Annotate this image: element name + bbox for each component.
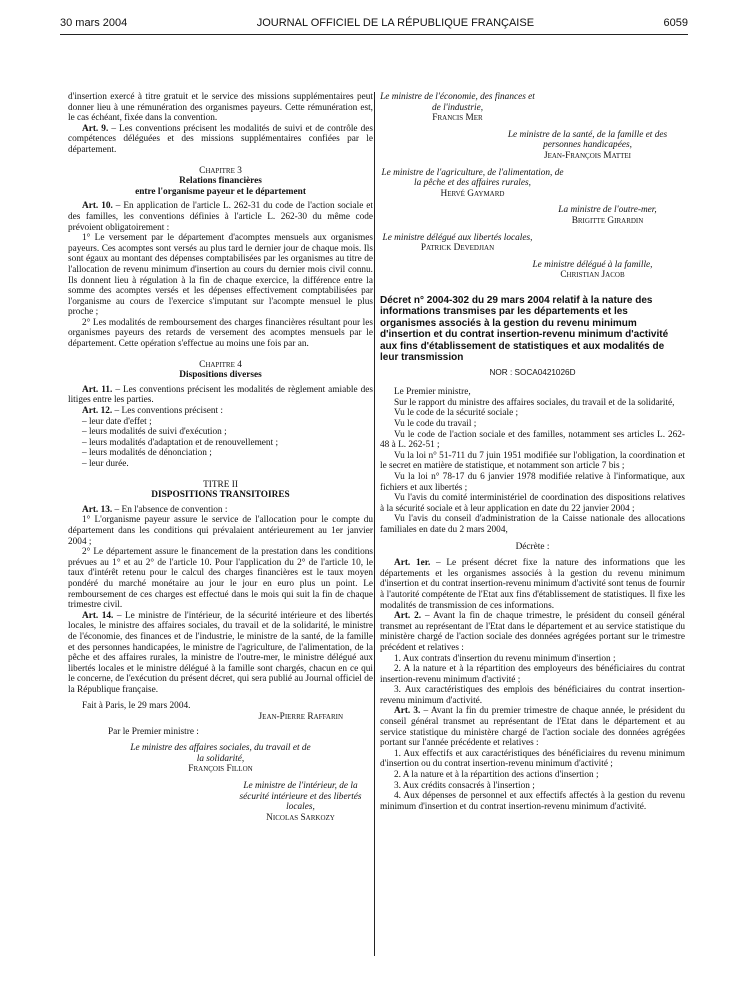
titre-2-title: DISPOSITIONS TRANSITOIRES [151, 490, 290, 501]
article-12: Art. 12. – Les conventions précisent : [82, 406, 223, 417]
signature-fillon: Le ministre des affaires sociales, du travail et de la solidarité, François Fillon [130, 743, 311, 775]
chapter-3-title: Relations financières [179, 176, 262, 187]
visa: Vu la loi n° 51-711 du 7 juin 1951 modifiée sur l'obligation, la coordination et le secret en matière de statistique, et notamment son article 7 bis ; [380, 450, 685, 472]
article-11: Art. 11. – Les conventions précisent les modalités de règlement amiable des litiges entre les parties. [68, 384, 373, 406]
article-2-item-2: 2. A la nature et à la répartition des employeurs des bénéficiaires du contrat insertion-revenu minimum d'activité ; [380, 664, 685, 685]
premier-ministre: Le Premier ministre, [394, 387, 471, 398]
article-13-item-2: 2° Le département assure le financement de la prestation dans les conditions prévues au 1° et au 2° de l'article 10. Pour l'application du 2° de l'article 10, le taux d'intérêt retenu pour le calcul des charges financières est le taux moyen pondéré du marché monétaire au jour le jour en euro plus un point. Le remboursement de ces charges est effectué dans le mois qui suit la fin de chaque trimestre civil. [68, 547, 373, 611]
column-divider [374, 92, 375, 956]
article-9: Art. 9. – Les conventions précisent les modalités de suivi et de contrôle des compétences déléguées et des missions supplémentaires confiées par le département. [68, 123, 373, 155]
visa: Vu l'avis du comité interministériel de coordination des dispositions relatives à la sécurité sociale et à leur application en date du 22 janvier 2004 ; [380, 493, 685, 514]
signature-mer: Le ministre de l'économie, des finances et de l'industrie, Francis Mer [380, 92, 535, 124]
page-header [60, 12, 688, 35]
header-date: 30 mars 2004 [60, 17, 128, 29]
article-3: Art. 3. – Avant la fin du premier trimestre de chaque année, le président du conseil général transmet au représentant de l'Etat dans le département et au service statistique du ministère chargé de l'action sociale des données agrégées portant sur l'année précédente et relatives : [380, 706, 685, 749]
visa: Vu la loi n° 78-17 du 6 janvier 1978 modifiée relative à l'informatique, aux fichiers et aux libertés ; [380, 472, 685, 493]
list-item: – leur durée. [82, 459, 129, 469]
visa: Vu le code de la sécurité sociale ; [394, 408, 519, 419]
list-item: – leurs modalités d'adaptation et de renouvellement ; [82, 437, 279, 448]
signature-gaymard: Le ministre de l'agriculture, de l'alimentation, de la pêche et des affaires rurales, Hervé Gaymard [381, 167, 564, 199]
paragraph: d'insertion exercé à titre gratuit et le service des missions supplémentaires peut donner lieu à une rémunération des organismes payeurs. Cette rémunération est, le cas échéant, fixée dans la convention. [68, 92, 373, 124]
article-3-item-3: 3. Aux crédits consacrés à l'insertion ; [394, 780, 535, 791]
article-1: Art. 1er. – Le présent décret fixe la nature des informations que les départements et les organismes associés à la gestion du revenu minimum d'insertion et du contrat insertion-revenu minimum d'activité sont tenus de fournir à l'autorité compétente de l'Etat aux fins d'établissement de statistiques. Il fixe les modalités de transmission de ces informations. [380, 558, 685, 611]
decrete: Décrète : [515, 541, 550, 552]
article-2: Art. 2. – Avant la fin de chaque trimestre, le président du conseil général transmet au représentant de l'Etat dans le département et au service statistique du ministère chargé de l'action sociale des données agrégées portant sur le trimestre précédent et relatives : [380, 611, 685, 653]
header-journal-title: JOURNAL OFFICIEL DE LA RÉPUBLIQUE FRANÇAISE [256, 17, 535, 29]
prime-minister-name: Jean-Pierre Raffarin [258, 712, 343, 723]
par-premier-ministre: Par le Premier ministre : [108, 726, 199, 737]
decree-title: Décret n° 2004-302 du 29 mars 2004 relatif à la nature des informations transmises par les départements et les organismes associés à la gestion du revenu minimum d'insertion et du contrat insertion-revenu minimum d'activité aux fins d'établissement de statistiques et aux modalités de leur transmission [380, 294, 669, 364]
article-3-item-4: 4. Aux dépenses de personnel et aux effectifs affectés à la gestion du revenu minimum d'insertion et du contrat insertion-revenu minimum d'activité. [380, 791, 685, 812]
article-3-item-1: 1. Aux effectifs et aux caractéristiques des bénéficiaires du revenu minimum d'insertion ou du contrat insertion-revenu minimum d'activité ; [380, 748, 685, 770]
article-10: Art. 10. – En application de l'article L. 262-31 du code de l'action sociale et des familles, les conventions définies à l'article L. 262-30 du même code prévoient obligatoirement : [68, 201, 373, 233]
titre-2-heading: TITRE II [203, 479, 238, 490]
list-item: – leurs modalités de suivi d'exécution ; [82, 427, 227, 438]
chapter-4-title: Dispositions diverses [179, 370, 262, 381]
article-13-item-1: 1° L'organisme payeur assure le service de l'allocation pour le compte du département dans les conditions qui prévalaient antérieurement au 1er janvier 2004 ; [68, 515, 373, 547]
article-2-item-3: 3. Aux caractéristiques des emplois des bénéficiaires du contrat insertion-revenu minimum d'activité. [380, 685, 685, 706]
nor-reference: NOR : SOCA0421026D [489, 367, 576, 377]
article-14: Art. 14. – Le ministre de l'intérieur, de la sécurité intérieure et des libertés locales, le ministre des affaires sociales, du travail et de la solidarité, le ministre de l'économie, des finances et de l'industrie, le ministre de la santé, de la famille et des personnes handicapées, le ministre de l'agriculture, de l'alimentation, de la pêche et des affaires rurales, la ministre de l'outre-mer, le ministre délégué aux libertés locales et le ministre délégué à la famille sont chargés, chacun en ce qui le concerne, de l'exécution du présent décret, qui sera publié au Journal officiel de la République française. [68, 610, 373, 695]
article-10-item-2: 2° Les modalités de remboursement des charges financières résultant pour les organismes payeurs des retards de versement des acomptes mensuels par le département. Cette opération s'effectue au moins une fois par an. [68, 317, 373, 350]
visa: Vu le code du travail ; [394, 419, 477, 430]
signature-girardin: La ministre de l'outre-mer, Brigitte Girardin [558, 205, 657, 226]
left-column [68, 92, 373, 823]
visa: Vu l'avis du conseil d'administration de la Caisse nationale des allocations familiales en date du 2 mars 2004, [380, 514, 685, 535]
chapter-3-heading: Chapitre 3 [199, 165, 242, 176]
article-2-item-1: 1. Aux contrats d'insertion du revenu minimum d'insertion ; [394, 653, 616, 664]
signature-jacob: Le ministre délégué à la famille, Christian Jacob [532, 259, 653, 281]
signature-mattei: Le ministre de la santé, de la famille et des personnes handicapées, Jean-François Mattei [507, 129, 668, 161]
rapport: Sur le rapport du ministre des affaires sociales, du travail et de la solidarité, [394, 397, 675, 408]
chapter-4-heading: Chapitre 4 [199, 359, 242, 370]
article-10-item-1: 1° Le versement par le département d'acomptes mensuels aux organismes payeurs. Ces acomptes sont versés au plus tard le dernier jour de chaque mois. Ils sont égaux au montant des dépenses comptabilisées par les organismes au titre de l'allocation de revenu minimum d'insertion au cours du dernier mois civil connu. Ils donnent lieu à régulation à la fin de chaque exercice, la différence entre la somme des acomptes versés et les dépenses effectivement comptabilisées par l'organisme au cours de l'exercice s'imputant sur l'acompte mensuel le plus proche ; [68, 233, 373, 318]
chapter-3-subtitle: entre l'organisme payeur et le département [135, 186, 306, 197]
list-item: – leur date d'effet ; [82, 416, 152, 427]
article-13: Art. 13. – En l'absence de convention : [82, 504, 228, 515]
signature-sarkozy: Le ministre de l'intérieur, de la sécurité intérieure et des libertés locales, Nicolas Sarkozy [239, 781, 362, 823]
article-3-item-2: 2. A la nature et à la répartition des actions d'insertion ; [394, 770, 599, 781]
article-12-list [68, 417, 373, 470]
signature-date: Fait à Paris, le 29 mars 2004. [82, 701, 191, 712]
right-column [380, 92, 685, 812]
list-item: – leurs modalités de dénonciation ; [82, 448, 212, 459]
header-page-number: 6059 [663, 17, 688, 29]
visa: Vu le code de l'action sociale et des familles, notamment ses articles L. 262-48 à L. 262-51 ; [380, 429, 685, 451]
signature-devedjian: Le ministre délégué aux libertés locales, Patrick Devedjian [382, 232, 533, 254]
